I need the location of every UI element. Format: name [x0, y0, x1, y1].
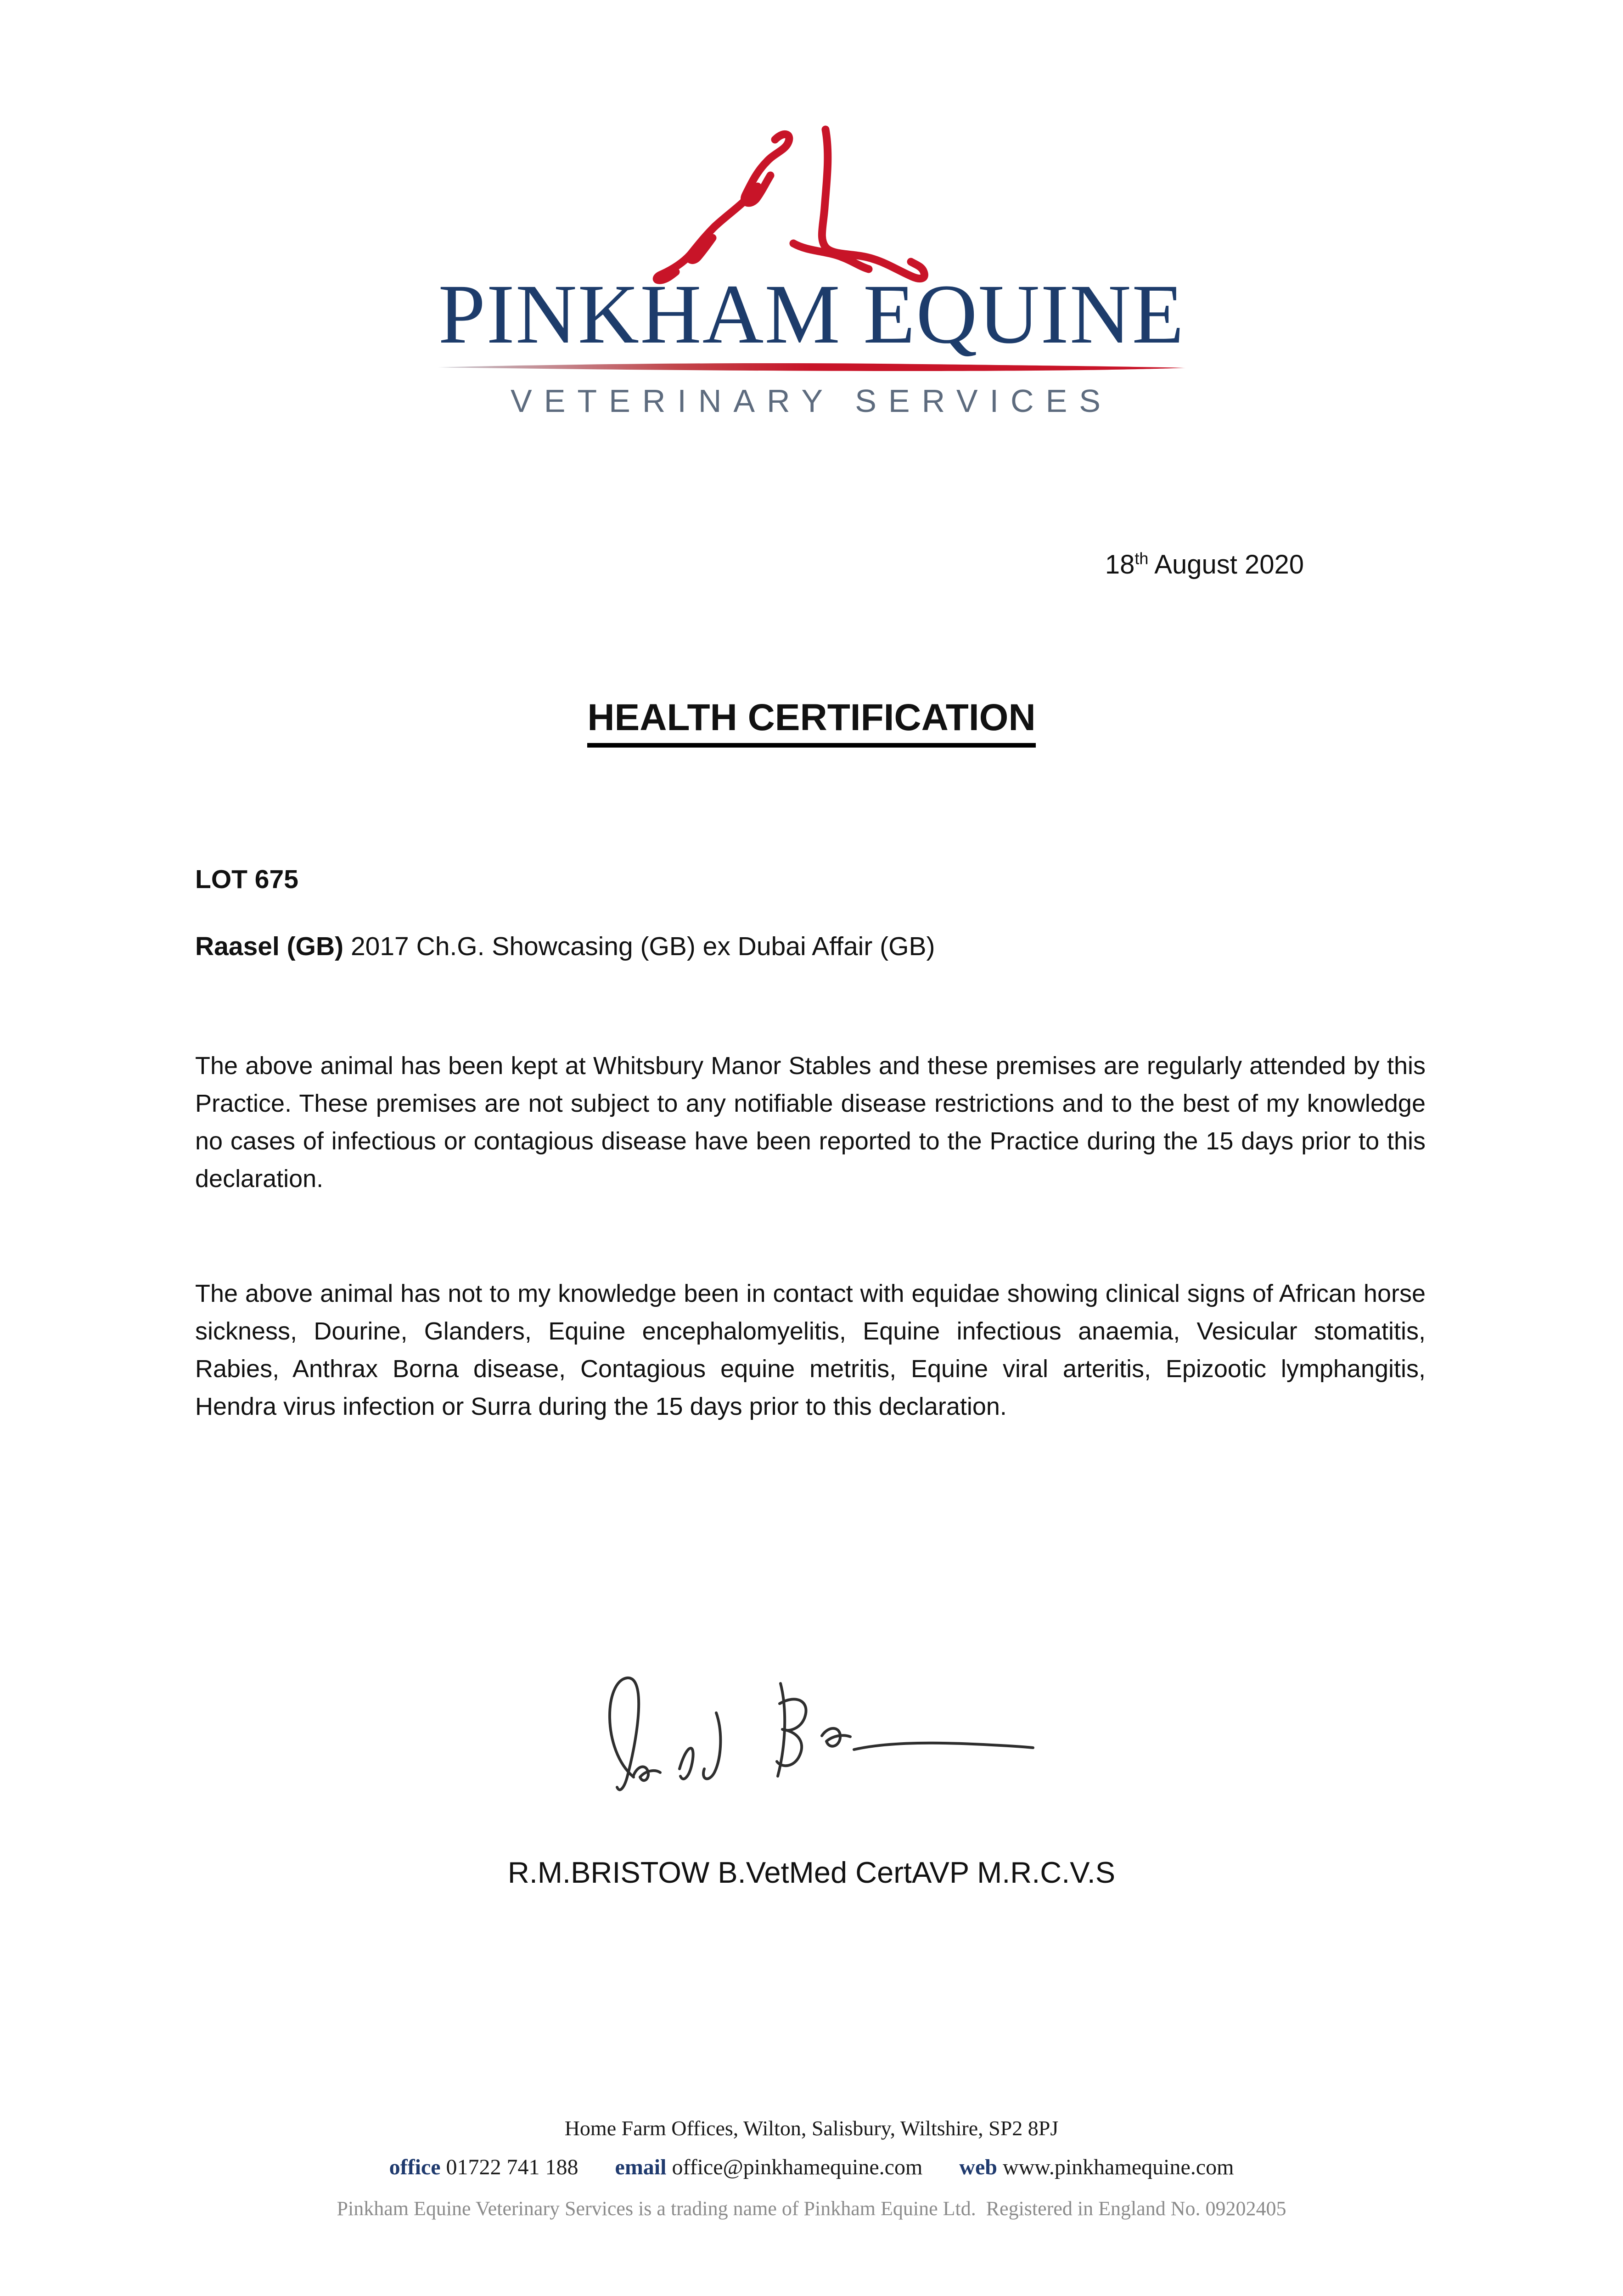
- company-logo: [0, 123, 1623, 419]
- footer-office-group: [389, 2155, 578, 2179]
- lot-number: LOT 675: [195, 865, 298, 894]
- signatory-name: R.M.BRISTOW B.VetMed CertAVP M.R.C.V.S: [507, 1856, 1116, 1889]
- email-address: office@pinkhamequine.com: [672, 2155, 923, 2179]
- company-name: PINKHAM EQUINE: [438, 267, 1185, 361]
- footer-address: Home Farm Offices, Wilton, Salisbury, Wiltshire, SP2 8PJ: [564, 2116, 1059, 2140]
- date-ordinal-suffix: th: [1134, 549, 1149, 568]
- email-label: email: [615, 2155, 667, 2179]
- document-title: HEALTH CERTIFICATION: [587, 697, 1035, 748]
- date-month-year: August 2020: [1148, 550, 1304, 580]
- logo-divider-rule: [435, 361, 1188, 373]
- horse-logo-icon: [642, 123, 982, 285]
- footer-legal-text: Pinkham Equine Veterinary Services is a trading name of Pinkham Equine Ltd. Registered in England No. 09202405: [337, 2197, 1286, 2220]
- company-tagline: VETERINARY SERVICES: [511, 383, 1112, 419]
- horse-name: Raasel (GB): [195, 932, 344, 961]
- office-phone: 01722 741 188: [446, 2155, 578, 2179]
- footer-email-group: [615, 2155, 923, 2179]
- horse-description: [195, 931, 935, 962]
- signature-image: [565, 1639, 1042, 1814]
- footer-web-group: [959, 2155, 1234, 2179]
- paragraph-premises-declaration: The above animal has been kept at Whitsbury Manor Stables and these premises are regularly attended by this Practice. These premises are not subject to any notifiable disease restrictions and to the best of my knowledge no cases of infectious or contagious disease have been reported to the Practice during the 15 days prior to this declaration.: [195, 1052, 1426, 1193]
- web-label: web: [959, 2155, 997, 2179]
- horse-pedigree: 2017 Ch.G. Showcasing (GB) ex Dubai Affair (GB): [343, 932, 935, 961]
- letter-date: [1105, 549, 1304, 580]
- paragraph-contact-declaration: The above animal has not to my knowledge been in contact with equidae showing clinical signs of African horse sickness, Dourine, Glanders, Equine encephalomyelitis, Equine infectious anaemia, Vesicular stomatitis, Rabies, Anthrax Borna disease, Contagious equine metritis, Equine viral arteritis, Epizootic lymphangitis, Hendra virus infection or Surra during the 15 days prior to this declaration.: [195, 1280, 1426, 1420]
- document-title-row: [0, 696, 1623, 739]
- footer-contact-row: [0, 2155, 1623, 2180]
- date-day: 18: [1105, 550, 1135, 580]
- web-address: www.pinkhamequine.com: [1002, 2155, 1234, 2179]
- office-label: office: [389, 2155, 441, 2179]
